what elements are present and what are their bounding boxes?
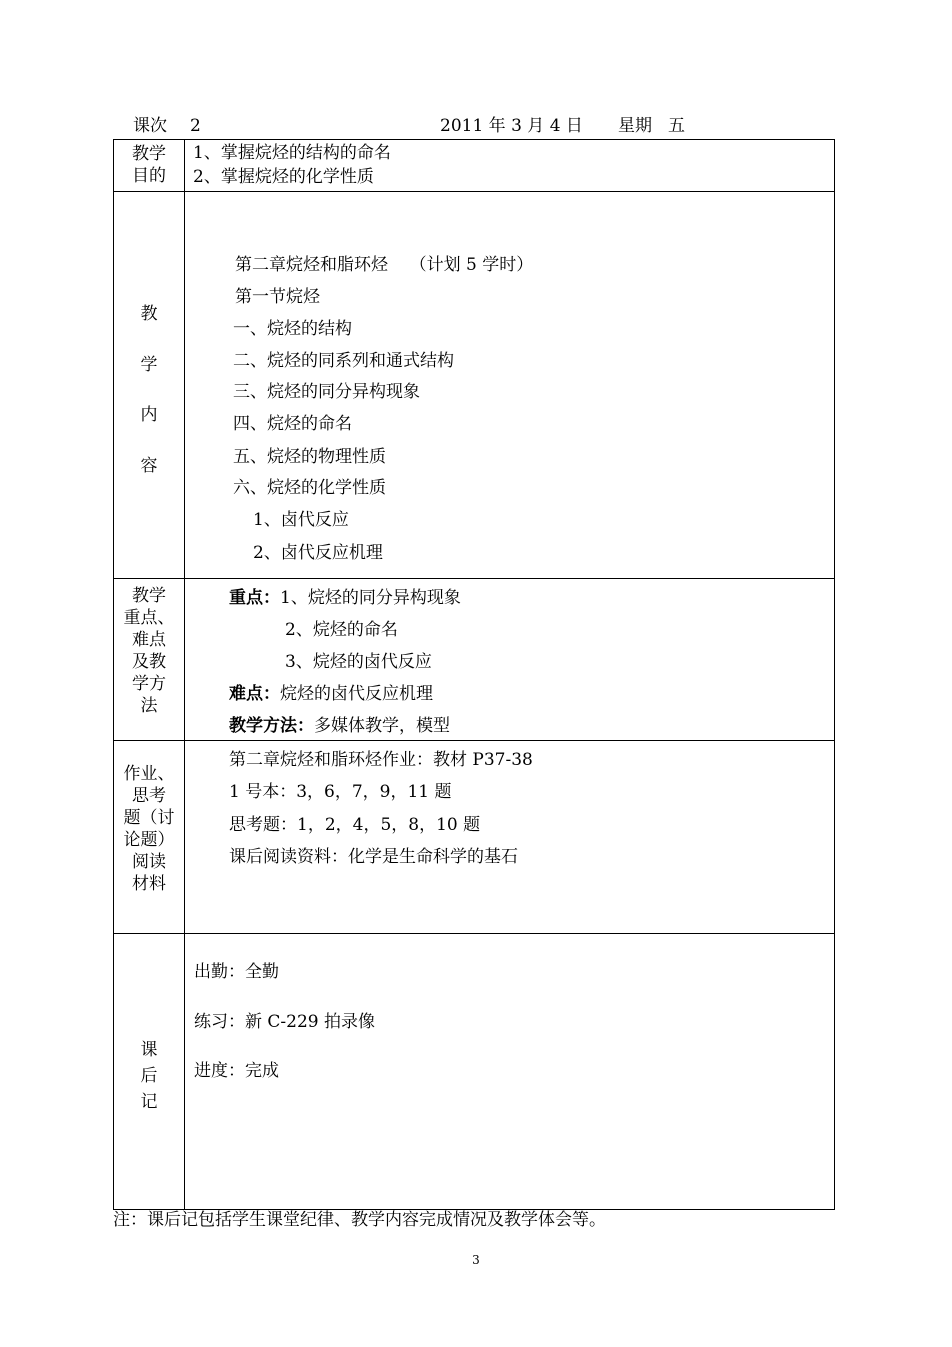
notes-label-char: 课 bbox=[140, 1040, 158, 1060]
content-line: 六、烷烃的化学性质 bbox=[233, 478, 386, 498]
content-line: 二、烷烃的同系列和通式结构 bbox=[233, 351, 454, 371]
notes-label-char: 记 bbox=[140, 1092, 158, 1112]
homework-label-line: 思考 bbox=[132, 786, 166, 806]
method-label: 教学方法： bbox=[229, 716, 314, 736]
homework-line: 1 号本：3，6，7，9，11 题 bbox=[229, 782, 452, 802]
session-label: 课次 bbox=[133, 116, 167, 136]
content-line: 一、烷烃的结构 bbox=[233, 319, 352, 339]
weekday: 五 bbox=[668, 116, 685, 136]
homework-label-line: 阅读 bbox=[132, 852, 166, 872]
focus-row bbox=[114, 579, 835, 741]
weekday-label: 星期 bbox=[618, 116, 652, 136]
notes-cell bbox=[185, 934, 835, 1210]
objective-item: 1、掌握烷烃的结构的命名 bbox=[193, 143, 391, 163]
content-subline: 2、卤代反应机理 bbox=[253, 543, 383, 563]
session-number: 2 bbox=[190, 116, 201, 136]
homework-line: 课后阅读资料：化学是生命科学的基石 bbox=[229, 847, 518, 867]
difficulty-text: 烷烃的卤代反应机理 bbox=[280, 684, 433, 704]
focus-cell bbox=[185, 579, 835, 741]
difficulty-line bbox=[229, 683, 433, 705]
objectives-cell bbox=[185, 140, 835, 192]
homework-label bbox=[114, 741, 185, 934]
key-point-item: 3、烷烃的卤代反应 bbox=[285, 652, 432, 672]
date: 2011 年 3 月 4 日 bbox=[440, 116, 583, 136]
exercise-line: 练习：新 C-229 拍录像 bbox=[194, 1012, 376, 1032]
objectives-label bbox=[114, 140, 185, 192]
homework-label-line: 论题） bbox=[123, 830, 175, 850]
content-label-char: 教 bbox=[140, 304, 158, 324]
objectives-label-line: 目的 bbox=[132, 166, 166, 186]
focus-label-line: 学方 bbox=[132, 674, 166, 694]
attendance-line: 出勤：全勤 bbox=[194, 962, 279, 982]
key-point-label: 重点： bbox=[229, 588, 280, 608]
key-point-line bbox=[229, 587, 461, 609]
homework-line: 思考题：1，2，4，5，8，10 题 bbox=[229, 815, 481, 835]
content-label-char: 容 bbox=[140, 456, 158, 476]
content-label-char: 内 bbox=[140, 405, 158, 425]
homework-cell bbox=[185, 741, 835, 934]
content-line: 五、烷烃的物理性质 bbox=[233, 447, 386, 467]
content-cell bbox=[185, 192, 835, 579]
focus-label-line: 教学 bbox=[132, 586, 166, 606]
homework-row bbox=[114, 741, 835, 934]
notes-label bbox=[114, 934, 185, 1210]
homework-label-line: 作业、 bbox=[123, 764, 175, 784]
focus-label-line: 及教 bbox=[132, 652, 166, 672]
notes-label-char: 后 bbox=[140, 1066, 158, 1086]
content-row bbox=[114, 192, 835, 579]
difficulty-label: 难点： bbox=[229, 684, 280, 704]
content-line: 四、烷烃的命名 bbox=[233, 414, 352, 434]
footnote: 注：课后记包括学生课堂纪律、教学内容完成情况及教学体会等。 bbox=[113, 1210, 606, 1230]
objectives-label-line: 教学 bbox=[132, 144, 166, 164]
content-label-char: 学 bbox=[140, 355, 158, 375]
notes-row bbox=[114, 934, 835, 1210]
header-row bbox=[0, 115, 952, 137]
lesson-plan-table bbox=[113, 139, 835, 1210]
page-number: 3 bbox=[472, 1253, 480, 1267]
focus-label bbox=[114, 579, 185, 741]
homework-label-line: 材料 bbox=[132, 874, 166, 894]
chapter-title: 第二章烷烃和脂环烃 （计划 5 学时） bbox=[235, 255, 534, 275]
content-subline: 1、卤代反应 bbox=[253, 510, 349, 530]
content-label bbox=[114, 192, 185, 579]
homework-line: 第二章烷烃和脂环烃作业：教材 P37-38 bbox=[229, 750, 533, 770]
method-text: 多媒体教学，模型 bbox=[314, 716, 450, 736]
focus-label-line: 难点 bbox=[132, 630, 166, 650]
progress-line: 进度：完成 bbox=[194, 1061, 279, 1081]
objective-item: 2、掌握烷烃的化学性质 bbox=[193, 167, 374, 187]
focus-label-line: 法 bbox=[140, 696, 158, 716]
focus-label-line: 重点、 bbox=[123, 608, 175, 628]
section-title: 第一节烷烃 bbox=[235, 287, 320, 307]
method-line bbox=[229, 715, 450, 737]
key-point-item: 1、烷烃的同分异构现象 bbox=[280, 588, 461, 608]
objectives-row bbox=[114, 140, 835, 192]
content-line: 三、烷烃的同分异构现象 bbox=[233, 382, 420, 402]
key-point-item: 2、烷烃的命名 bbox=[285, 620, 398, 640]
homework-label-line: 题（讨 bbox=[123, 808, 175, 828]
